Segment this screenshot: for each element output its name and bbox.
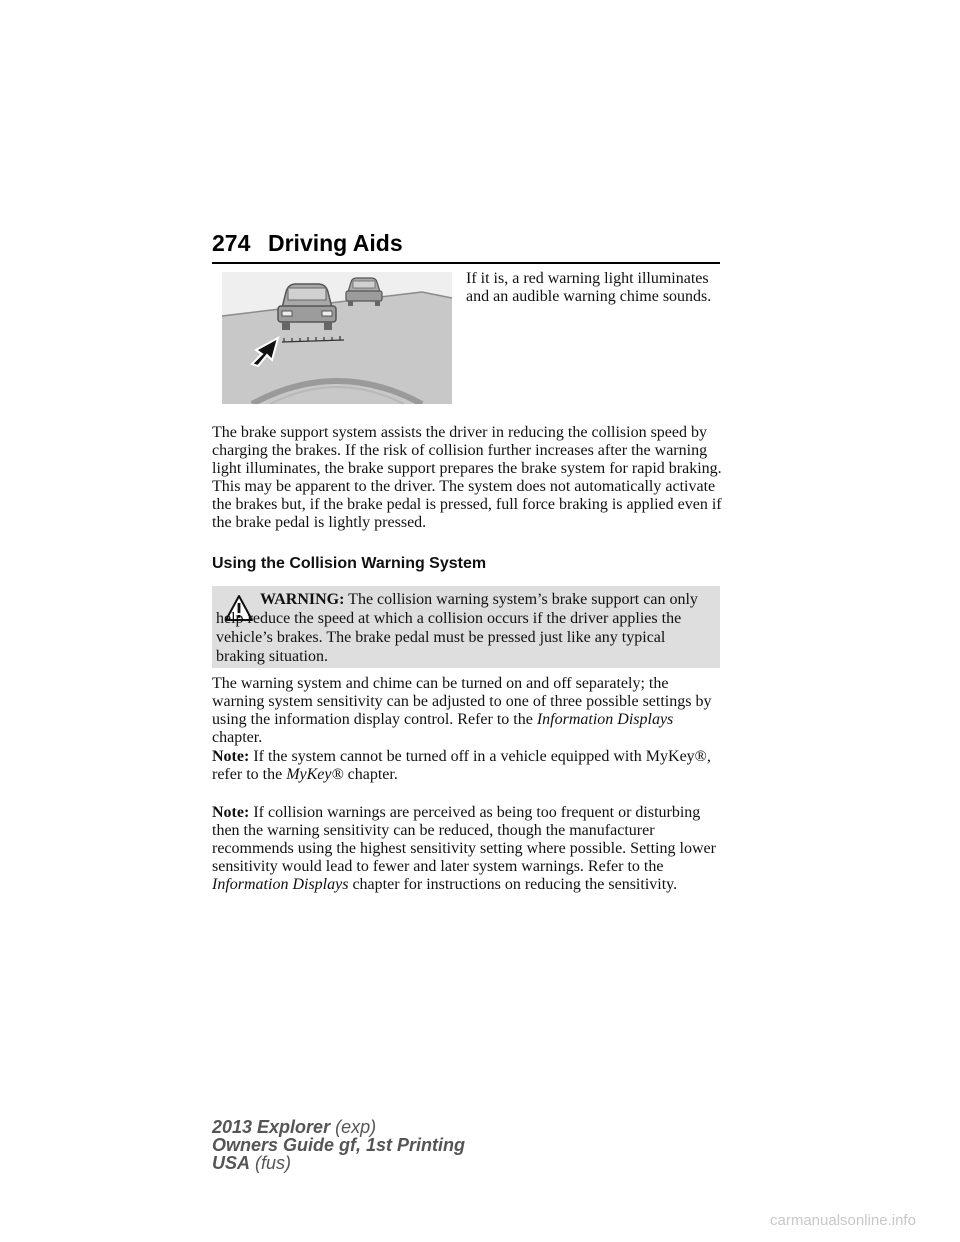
sensitivity-suffix: chapter. — [212, 729, 263, 746]
watermark: carmanualsonline.info — [770, 1212, 916, 1229]
note-mykey — [212, 748, 724, 784]
sensitivity-text: The warning system and chime can be turned on and off separately; the warning system sensitivity can be adjusted to one of three possible settings by using the information display control. Refer to the — [212, 675, 712, 728]
note-label: Note: — [212, 748, 250, 765]
warning-box — [212, 586, 720, 668]
sensitivity-paragraph — [212, 675, 724, 747]
note-text-a: If collision warnings are perceived as being too frequent or disturbing then the warning sensitivity can be reduced, though the manufacturer recommends using the highest sensitivity setting where possible. Setting lower sensitivity would lead to fewer and later system warnings. Refer to the — [212, 804, 716, 875]
note-text-a: If the system cannot be turned off in a vehicle equipped with MyKey®, refer to the — [212, 748, 711, 783]
footer-market-code: (fus) — [250, 1153, 292, 1173]
mykey-ref: MyKey® — [286, 766, 344, 783]
footer-market: USA — [212, 1153, 251, 1173]
note-text-b: chapter. — [343, 766, 398, 783]
note-text-b: chapter for instructions on reducing the sensitivity. — [348, 876, 678, 893]
footer-line-1 — [212, 1118, 465, 1136]
footer-line-2: Owners Guide gf, 1st Printing — [212, 1135, 466, 1155]
footer-model: 2013 Explorer — [212, 1117, 331, 1137]
page-number: 274 — [212, 230, 251, 256]
brake-support-paragraph: The brake support system assists the driver in reducing the collision speed by charging the brakes. If the risk of collision further increases after the warning light illuminates, the brake support prepares the brake system for rapid braking. This may be apparent to the driver. The system does not automatically activate the brakes but, if the brake pedal is pressed, full force braking is applied even if the brake pedal is lightly pressed. — [212, 424, 722, 531]
information-displays-ref: Information Displays — [536, 711, 674, 728]
warning-text — [216, 590, 710, 666]
collision-warning-illustration — [222, 272, 452, 404]
footer-line-3 — [212, 1154, 465, 1172]
footer-model-code: (exp) — [330, 1117, 377, 1137]
warning-body: The collision warning system’s brake support can only help reduce the speed at which a collision occurs if the driver applies the vehicle’s brakes. The brake pedal must be pressed just like any typical braking situation. — [216, 591, 698, 665]
intro-paragraph: If it is, a red warning light illuminates and an audible warning chime sounds. — [466, 270, 712, 305]
note-label: Note: — [212, 804, 250, 821]
information-displays-ref: Information Displays — [212, 876, 349, 893]
warning-label: WARNING: — [260, 591, 345, 608]
section-heading: Using the Collision Warning System — [212, 555, 487, 572]
note-sensitivity — [212, 804, 724, 894]
page-header — [212, 228, 720, 264]
chapter-title: Driving Aids — [268, 230, 403, 256]
page-footer — [212, 1118, 465, 1172]
